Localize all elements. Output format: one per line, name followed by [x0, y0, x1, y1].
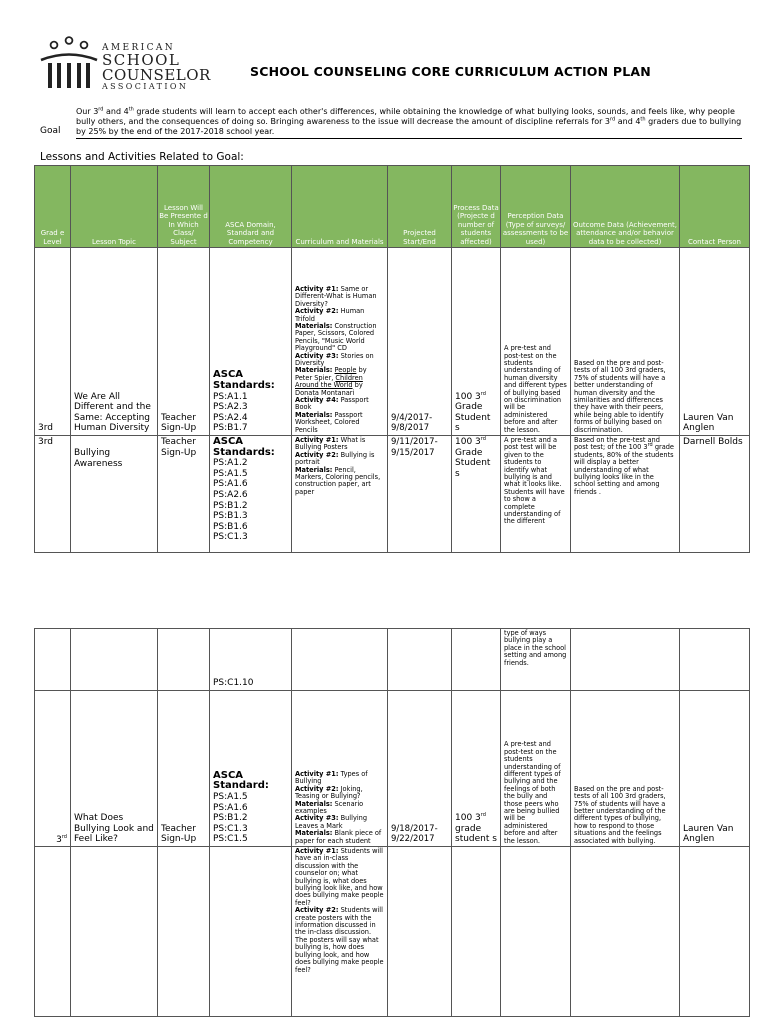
projected-cell: 9/18/2017-9/22/2017	[388, 691, 452, 847]
process-cell: 100 3rd Grade Student s	[452, 436, 501, 553]
header-row	[35, 166, 750, 248]
header-topic: Lesson Topic	[71, 166, 158, 248]
process-cell: 100 3rd grade student s	[452, 691, 501, 847]
outcome-cell: Based on the pre and post-tests of all 100 3rd graders, 75% of students will have a better understanding of the different types of bullying, how to respond to those situations and the feelings associated with bullying.	[571, 691, 680, 847]
contact-cell: Lauren Van Anglen	[680, 691, 750, 847]
presented-cell: Teacher Sign-Up	[158, 436, 210, 553]
table-row	[35, 248, 750, 436]
topic-cell: Bullying Awareness	[71, 436, 158, 553]
perception-cell: type of ways bullying play a place in the school setting and among friends.	[501, 629, 571, 691]
header-projected: Projected Start/End	[388, 166, 452, 248]
process-cell: 100 3rd Grade Student s	[452, 248, 501, 436]
logo-line-4: ASSOCIATION	[102, 82, 189, 91]
presented-cell: Teacher Sign-Up	[158, 691, 210, 847]
asca-codes: PS:C1.10	[210, 629, 292, 691]
contact-cell: Lauren Van Anglen	[680, 248, 750, 436]
asca-logo-icon	[40, 36, 100, 94]
header-asca: ASCA Domain, Standard and Competency	[210, 166, 292, 248]
projected-cell: 9/4/2017-9/8/2017	[388, 248, 452, 436]
grade-cell: 3rd	[35, 436, 71, 553]
asca-codes: PS:A1.5 PS:A1.6 PS:B1.2 PS:C1.3 PS:C1.5	[213, 792, 248, 845]
asca-cell	[210, 691, 292, 847]
header-process: Process Data (Projecte d number of students affected)	[452, 166, 501, 248]
presented-cell: Teacher Sign-Up	[158, 248, 210, 436]
header-contact: Contact Person	[680, 166, 750, 248]
page-title: SCHOOL COUNSELING CORE CURRICULUM ACTION PLAN	[250, 64, 651, 79]
asca-cell	[210, 436, 292, 553]
header-perception: Perception Data (Type of surveys/ assessments to be used)	[501, 166, 571, 248]
header-presented: Lesson Will Be Presente d In Which Class/ Subject	[158, 166, 210, 248]
topic-cell: We Are All Different and the Same: Accepting Human Diversity	[71, 248, 158, 436]
logo-line-1: AMERICAN	[102, 43, 176, 53]
table-row	[35, 436, 750, 553]
goal-label: Goal	[40, 126, 61, 136]
asca-heading: ASCA Standards:	[213, 369, 275, 392]
outcome-cell: Based on the pre-test and post test; of the 100 3rd grade students, 80% of the students will display a better understanding of what bullying looks like in the school setting and among friends .	[571, 436, 680, 553]
grade-cell: 3rd	[35, 691, 71, 847]
asca-logo	[40, 36, 210, 96]
action-plan-table-continued	[34, 628, 750, 1017]
asca-heading: ASCA Standard:	[213, 769, 269, 792]
curriculum-cell: Activity #1: Same or Different-What is Human Diversity? Activity #2: Human Trifold Materials: Construction Paper, Scissors, Colored Pencils, "Music World Playground" CD Activity #3: Stories on Diversity Materials: People by Peter Spier, Children Around the World by Donata Montanari Activity #4: Passport Book Materials: Passport Worksheet, Colored Pencils	[292, 248, 388, 436]
projected-cell: 9/11/2017-9/15/2017	[388, 436, 452, 553]
asca-codes: PS:A1.2 PS:A1.5 PS:A1.6 PS:A2.6 PS:B1.2 PS:B1.3 PS:B1.6 PS:C1.3	[213, 458, 248, 543]
asca-codes: PS:A1.1 PS:A2.3 PS:A2.4 PS:B1.7	[213, 391, 248, 434]
action-plan-table	[34, 165, 750, 553]
asca-heading: ASCA Standards:	[213, 436, 275, 458]
header-curriculum: Curriculum and Materials	[292, 166, 388, 248]
perception-cell: A pre-test and a post test will be given to the students to identify what bullying is and what it looks like. Students will have to show a complete understanding of the different	[501, 436, 571, 553]
topic-cell: What Does Bullying Look and Feel Like?	[71, 691, 158, 847]
table-row	[35, 847, 750, 1017]
logo-line-3: COUNSELOR	[102, 66, 211, 84]
logo-line-2: SCHOOL	[102, 51, 181, 69]
perception-cell: A pre-test and post-test on the students understanding of human diversity and different types of bullying based on discrimination will be administered before and after the lesson.	[501, 248, 571, 436]
outcome-cell: Based on the pre and post-tests of all 100 3rd graders, 75% of students will have a better understanding of human diversity and the similarities and differences they have with their peers, while being able to identify forms of bullying based on discrimination.	[571, 248, 680, 436]
perception-cell: A pre-test and post-test on the students understanding of different types of bullying and the feelings of both the bully and those peers who are being bullied will be administered before and after the lesson.	[501, 691, 571, 847]
table-row	[35, 629, 750, 691]
curriculum-cell: Activity #1: Students will have an in-class discussion with the counselor on; what bullying is, what does bullying look like, and how does bullying make people feel? Activity #2: Students will create posters with the information discussed in the in-class discussion. The posters will say what bullying is, how does bullying look, and how does bullying make people feel?	[292, 847, 388, 1017]
header-outcome: Outcome Data (Achievement, attendance and/or behavior data to be collected)	[571, 166, 680, 248]
table-row	[35, 691, 750, 847]
grade-cell: 3rd	[35, 248, 71, 436]
contact-cell: Darnell Bolds	[680, 436, 750, 553]
lessons-heading: Lessons and Activities Related to Goal:	[40, 151, 244, 163]
goal-text: Our 3rd and 4th grade students will learn to accept each other's differences, while obtaining the knowledge of what bullying looks, sounds, and feels like, why people bully others, and the consequences of doing so. Bringing awareness to the issue will decrease the amount of discipline referrals for 3rd and 4th graders due to bullying by 25% by the end of the 2017-2018 school year.	[76, 107, 742, 139]
asca-cell	[210, 248, 292, 436]
curriculum-cell: Activity #1: What is Bullying Posters Activity #2: Bullying is portrait Materials: Pencil, Markers, Coloring pencils, construction paper, art paper	[292, 436, 388, 553]
header-grade: Grad e Level	[35, 166, 71, 248]
curriculum-cell: Activity #1: Types of Bullying Activity #2: Joking, Teasing or Bullying? Materials: Scenario examples Activity #3: Bullying Leaves a Mark Materials: Blank piece of paper for each student	[292, 691, 388, 847]
